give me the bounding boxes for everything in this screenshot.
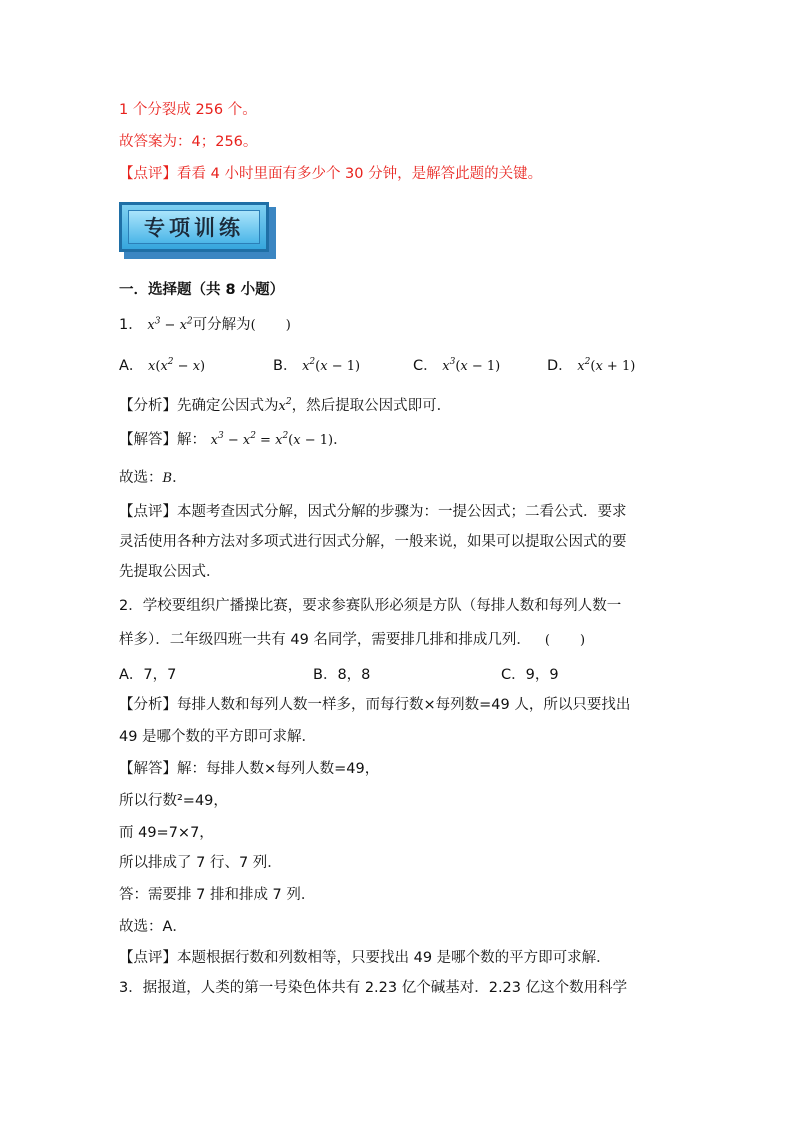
review-tag: 【点评】 (119, 166, 177, 182)
q1-option-c[interactable]: C． $x^3(x - 1)$ (413, 357, 501, 374)
previous-answer-result: 故答案为：4；256。 (119, 134, 258, 150)
q1-review-line-2: 灵活使用各种方法对多项式进行因式分解，一般来说，如果可以提取公因式的要 (119, 534, 627, 550)
previous-review (119, 164, 542, 184)
q2-option-a[interactable]: A．7，7 (119, 667, 177, 683)
review-text: 看看 4 小时里面有多少个 30 分钟，是解答此题的关键。 (177, 166, 543, 182)
q2-answer-line-4: 所以排成了 7 行、7 列． (119, 855, 282, 871)
section-banner (119, 202, 279, 262)
q2-stem-line-2: 样多）．二年级四班一共有 49 名同学，需要排几排和排成几列． ( ) (119, 632, 586, 648)
q1-review-line-3: 先提取公因式． (119, 564, 221, 580)
q1-choice: 故选：B． (119, 470, 187, 486)
q2-answer-line-5: 答：需要排 7 排和排成 7 列． (119, 887, 316, 903)
previous-answer-line: 1 个分裂成 256 个。 (119, 102, 257, 118)
q2-answer-line-1: 【解答】解：每排人数×每列人数=49， (119, 761, 380, 777)
q1-option-a[interactable]: A． $x(x^2 - x)$ (119, 357, 206, 374)
banner-title: 专项训练 (144, 216, 244, 240)
q1-options (119, 356, 679, 376)
q2-analysis-line-2: 49 是哪个数的平方即可求解． (119, 729, 317, 745)
q2-option-c[interactable]: C．9，9 (501, 667, 559, 683)
section-heading: 一．选择题（共 8 小题） (119, 282, 285, 298)
q1-answer: 【解答】解： $x^3 - x^2 = x^2(x - 1)$． (119, 431, 348, 448)
q2-stem-line-1: 2．学校要组织广播操比赛，要求参赛队形必须是方队（每排人数和每列人数一 (119, 598, 622, 614)
q1-expression: $x^3 - x^2$ (147, 316, 193, 333)
q1-review-line-1: 【点评】本题考查因式分解，因式分解的步骤为：一提公因式；二看公式．要求 (119, 504, 627, 520)
q3-stem: 3．据报道，人类的第一号染色体共有 2.23 亿个碱基对．2.23 亿这个数用科学 (119, 980, 628, 996)
q1-stem: 1． $x^3 - x^2$可分解为( ) (119, 316, 291, 333)
q2-answer-line-3: 而 49=7×7， (119, 825, 214, 841)
q2-review: 【点评】本题根据行数和列数相等，只要找出 49 是哪个数的平方即可求解． (119, 950, 611, 966)
q2-answer-line-2: 所以行数²=49， (119, 793, 228, 809)
q2-option-b[interactable]: B．8，8 (313, 667, 371, 683)
q1-option-d[interactable]: D． $x^2(x + 1)$ (547, 357, 636, 374)
q1-option-b[interactable]: B． $x^2(x - 1)$ (273, 357, 361, 374)
q2-options (119, 665, 679, 685)
q1-analysis: 【分析】先确定公因式为$x^2$，然后提取公因式即可． (119, 397, 452, 414)
q2-choice: 故选：A． (119, 919, 187, 935)
q2-analysis-line-1: 【分析】每排人数和每列人数一样多，而每行数×每列数=49 人，所以只要找出 (119, 697, 631, 713)
